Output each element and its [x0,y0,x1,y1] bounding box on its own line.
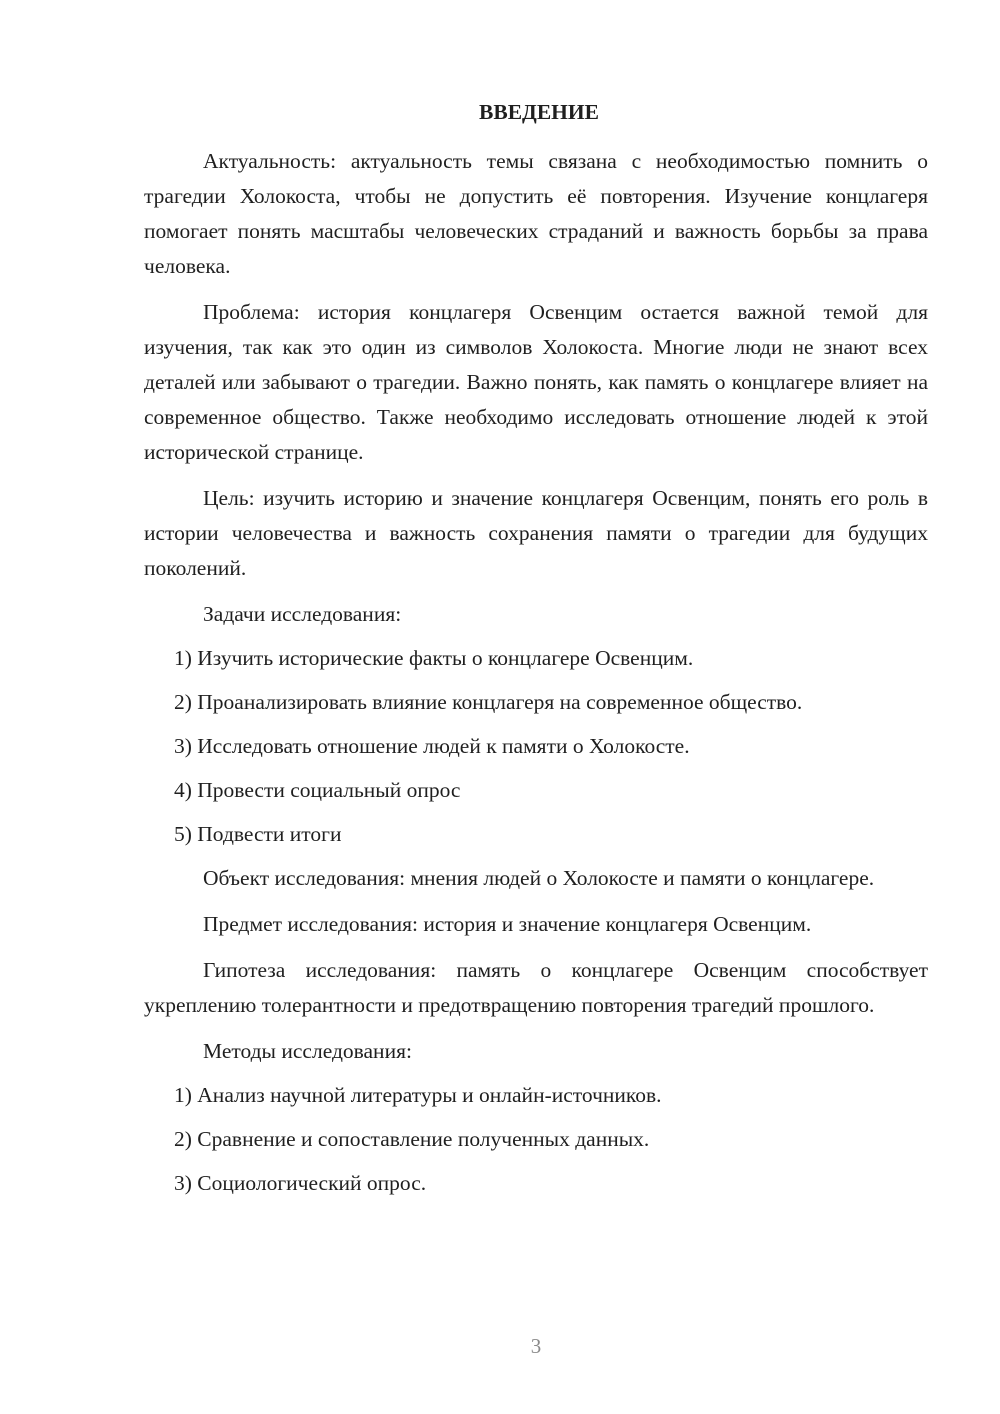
list-item: 3) Социологический опрос. [174,1171,427,1195]
page-number: 3 [530,1334,542,1358]
list-item: 2) Проанализировать влияние концлагеря на современное общество. [174,690,803,714]
list-item: 2) Сравнение и сопоставление полученных данных. [174,1127,650,1151]
list-item: 4) Провести социальный опрос [174,778,461,802]
relevance-paragraph: Актуальность: актуальность темы связана с необходимостью помнить о трагедии Холокоста, чтобы не допустить её повторения. Изучение концлагеря помогает понять масштабы человеческих страданий и важность борьбы за права человека. [144,149,928,278]
problem-paragraph: Проблема: история концлагеря Освенцим остается важной темой для изучения, так как это один из символов Холокоста. Многие люди не знают всех деталей или забывают о трагедии. Важно понять, как память о концлагере влияет на современное общество. Также необходимо исследовать отношение людей к этой исторической странице. [144,300,928,464]
goal-paragraph: Цель: изучить историю и значение концлагеря Освенцим, понять его роль в истории человечества и важность сохранения памяти о трагедии для будущих поколений. [144,486,928,580]
section-title: ВВЕДЕНИЕ [479,100,599,124]
tasks-heading: Задачи исследования: [203,602,402,626]
methods-heading: Методы исследования: [203,1039,412,1063]
hypothesis-paragraph: Гипотеза исследования: память о концлагере Освенцим способствует укреплению толерантности и предотвращению повторения трагедий прошлого. [144,958,928,1017]
list-item: 3) Исследовать отношение людей к памяти о Холокосте. [174,734,690,758]
document-body [144,95,928,1210]
list-item: 1) Изучить исторические факты о концлагере Освенцим. [174,646,694,670]
methods-list [144,1078,928,1201]
list-item: 1) Анализ научной литературы и онлайн-источников. [174,1083,662,1107]
list-item: 5) Подвести итоги [174,822,342,846]
tasks-list [144,641,928,852]
subject-paragraph: Предмет исследования: история и значение концлагеря Освенцим. [203,912,812,936]
object-paragraph: Объект исследования: мнения людей о Холокосте и памяти о концлагере. [203,866,875,890]
